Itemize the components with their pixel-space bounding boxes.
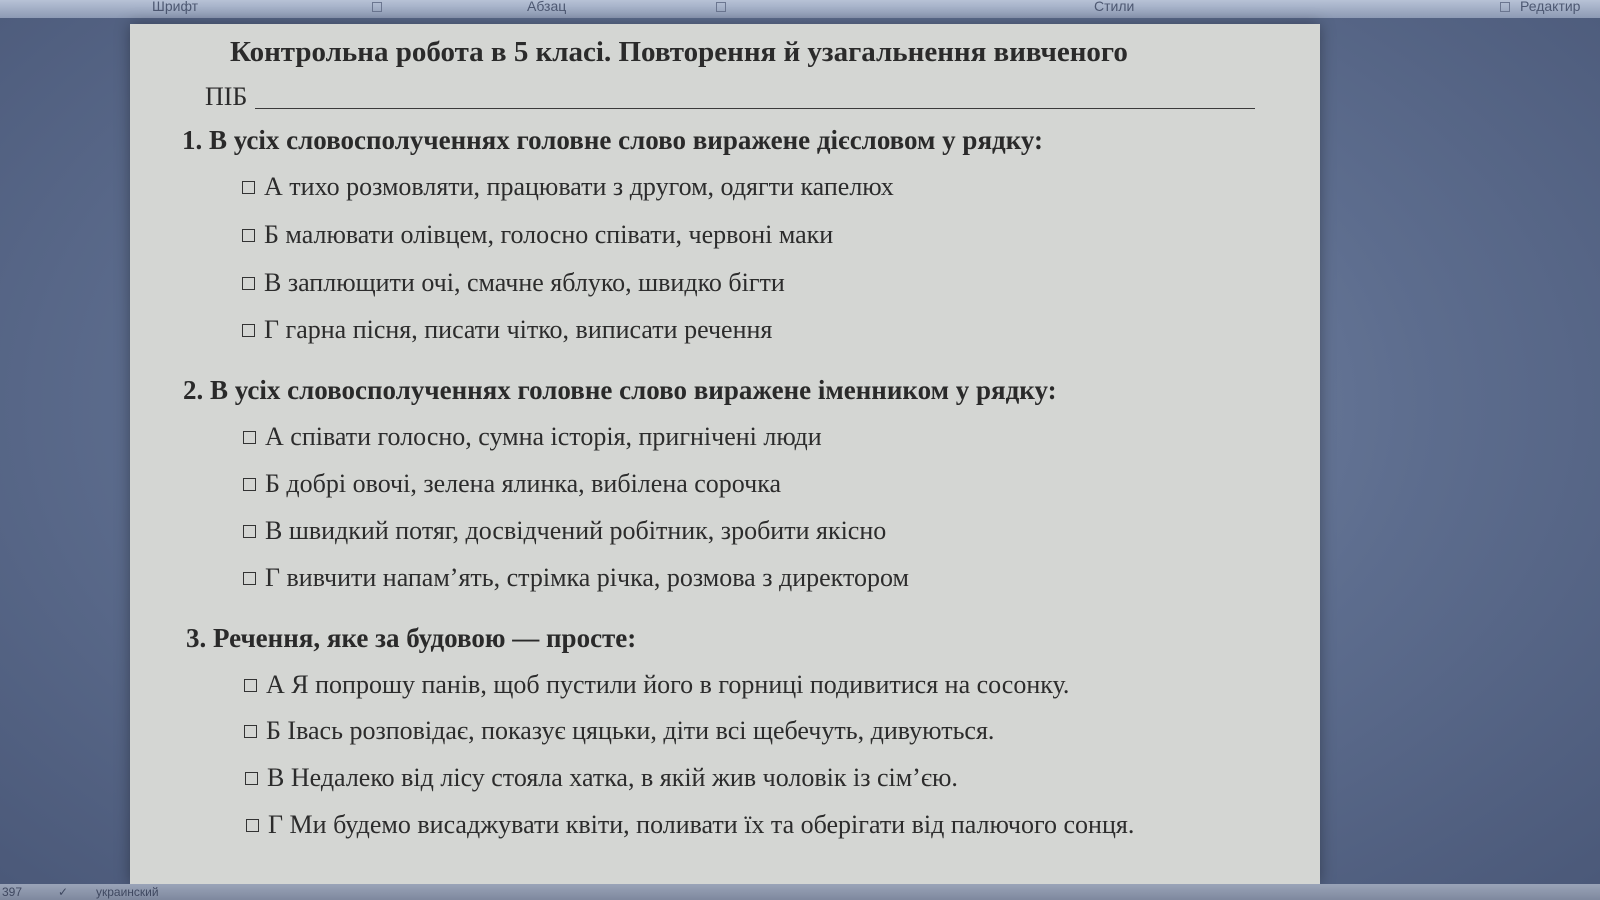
styles-dialog-launcher-icon[interactable] [1500,2,1510,12]
checkbox-icon[interactable] [243,431,256,444]
question-2-option-b[interactable] [243,469,781,499]
checkbox-icon[interactable] [246,819,259,832]
pib-underline [255,108,1255,109]
ribbon-group-paragraph-label: Абзац [527,0,567,14]
ribbon-group-styles-label: Стили [1094,0,1135,14]
checkbox-icon[interactable] [242,324,255,337]
option-label: А співати голосно, сумна історія, пригнічені люди [265,422,822,451]
question-3-option-h[interactable] [246,810,1134,840]
question-3: 3. Речення, яке за будовою — просте: [186,623,637,653]
language-indicator[interactable]: украинский [96,885,159,899]
document-title: Контрольна робота в 5 класі. Повторення й узагальнення вивченого [230,36,1128,68]
question-3-option-a[interactable] [244,670,1069,700]
checkbox-icon[interactable] [243,572,256,585]
question-1: 1. В усіх словосполученнях головне слово виражене дієсловом у рядку: [182,125,1044,155]
checkbox-icon[interactable] [242,181,255,194]
checkbox-icon[interactable] [243,525,256,538]
question-2: 2. В усіх словосполученнях головне слово виражене іменником у рядку: [183,375,1057,405]
checkbox-icon[interactable] [244,679,257,692]
question-1-option-a[interactable] [242,172,894,202]
option-label: В швидкий потяг, досвідчений робітник, зробити якісно [265,516,887,545]
option-label: В Недалеко від лісу стояла хатка, в якій жив чоловік із сім’єю. [267,763,958,792]
option-label: Б малювати олівцем, голосно співати, червоні маки [264,220,834,249]
option-label: В заплющити очі, смачне яблуко, швидко бігти [264,268,785,297]
checkbox-icon[interactable] [245,772,258,785]
word-count[interactable]: 397 [2,885,23,899]
question-1-option-h[interactable] [242,315,772,345]
question-2-option-a[interactable] [243,422,822,452]
checkbox-icon[interactable] [244,725,257,738]
question-3-option-v[interactable] [245,763,958,793]
question-3-option-b[interactable] [244,716,994,746]
option-label: А Я попрошу панів, щоб пустили його в горниці подивитися на сосонку. [266,670,1070,699]
option-label: Б Івась розповідає, показує цяцьки, діти всі щебечуть, дивуються. [266,716,995,745]
checkbox-icon[interactable] [242,229,255,242]
pib-row [205,82,1380,112]
question-2-option-h[interactable] [243,563,909,593]
question-1-option-v[interactable] [242,268,785,298]
option-label: Г Ми будемо висаджувати квіти, поливати їх та оберігати від палючого сонця. [268,810,1135,839]
pib-label: ПІБ [205,82,248,111]
option-label: Б добрі овочі, зелена ялинка, вибілена сорочка [265,469,781,498]
question-2-option-v[interactable] [243,516,886,546]
font-dialog-launcher-icon[interactable] [372,2,382,12]
question-1-option-b[interactable] [242,220,833,250]
document-page[interactable] [130,24,1320,884]
option-label: А тихо розмовляти, працювати з другом, одягти капелюх [264,172,894,201]
status-bar [0,884,1600,900]
proofing-icon[interactable]: ✓ [58,885,69,899]
paragraph-dialog-launcher-icon[interactable] [716,2,726,12]
checkbox-icon[interactable] [242,277,255,290]
checkbox-icon[interactable] [243,478,256,491]
ribbon-group-font-label: Шрифт [152,0,199,14]
ribbon-group-editing-label: Редактир [1520,0,1581,14]
option-label: Г гарна пісня, писати чітко, виписати речення [264,315,773,344]
ribbon-bar [0,0,1600,18]
option-label: Г вивчити напам’ять, стрімка річка, розмова з директором [265,563,909,592]
